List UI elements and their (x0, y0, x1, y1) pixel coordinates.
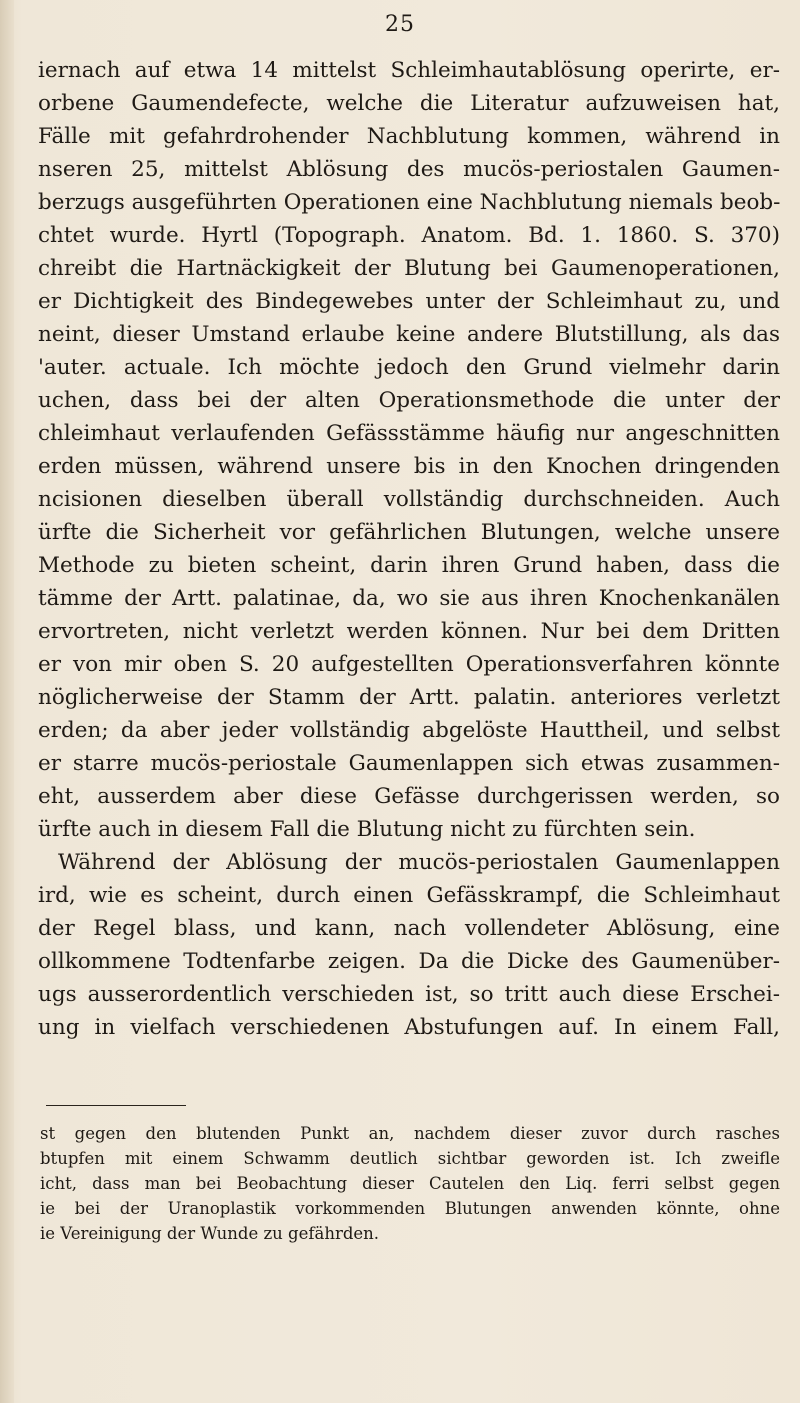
footnote-divider (46, 1105, 186, 1106)
page-number: 25 (385, 12, 415, 37)
text-line: orbene Gaumendefecte, welche die Literatur aufzuweisen hat, (38, 91, 780, 116)
text-line: tämme der Artt. palatinae, da, wo sie aus ihren Knochenkanälen (38, 586, 780, 611)
text-line: uchen, dass bei der alten Operationsmethode die unter der (38, 388, 780, 413)
text-line: chleimhaut verlaufenden Gefässstämme häufig nur angeschnitten (38, 421, 780, 446)
text-line: berzugs ausgeführten Operationen eine Nachblutung niemals beob- (38, 190, 780, 215)
text-line: ird, wie es scheint, durch einen Gefässkrampf, die Schleimhaut (38, 883, 780, 908)
text-line: eht, ausserdem aber diese Gefässe durchgerissen werden, so (38, 784, 780, 809)
text-line: 'auter. actuale. Ich möchte jedoch den Grund vielmehr darin (38, 355, 780, 380)
text-line: ürfte die Sicherheit vor gefährlichen Blutungen, welche unsere (38, 520, 780, 545)
footnote-line: btupfen mit einem Schwamm deutlich sichtbar geworden ist. Ich zweifle (40, 1149, 780, 1168)
text-line: Methode zu bieten scheint, darin ihren Grund haben, dass die (38, 553, 780, 578)
text-line: nöglicherweise der Stamm der Artt. palatin. anteriores verletzt (38, 685, 780, 710)
text-line: der Regel blass, und kann, nach vollendeter Ablösung, eine (38, 916, 780, 941)
binding-edge (0, 0, 14, 1403)
footnote-line: st gegen den blutenden Punkt an, nachdem dieser zuvor durch rasches (40, 1124, 780, 1143)
text-line: chtet wurde. Hyrtl (Topograph. Anatom. Bd. 1. 1860. S. 370) (38, 223, 780, 248)
text-line: ncisionen dieselben überall vollständig durchschneiden. Auch (38, 487, 780, 512)
footnote-line: ie Vereinigung der Wunde zu gefährden. (40, 1224, 380, 1243)
text-line: erden müssen, während unsere bis in den Knochen dringenden (38, 454, 780, 479)
main-text (38, 54, 780, 1044)
text-line: ollkommene Todtenfarbe zeigen. Da die Dicke des Gaumenüber- (38, 949, 780, 974)
text-line: er Dichtigkeit des Bindegewebes unter der Schleimhaut zu, und (38, 289, 780, 314)
text-line: ervortreten, nicht verletzt werden können. Nur bei dem Dritten (38, 619, 780, 644)
text-line: Während der Ablösung der mucös-periostalen Gaumenlappen (58, 850, 780, 875)
text-line: chreibt die Hartnäckigkeit der Blutung bei Gaumenoperationen, (38, 256, 780, 281)
footnotes (40, 1121, 780, 1246)
text-line: erden; da aber jeder vollständig abgelöste Hauttheil, und selbst (38, 718, 780, 743)
footnote-line: icht, dass man bei Beobachtung dieser Cautelen den Liq. ferri selbst gegen (40, 1174, 780, 1193)
footnote-line: ie bei der Uranoplastik vorkommenden Blutungen anwenden könnte, ohne (40, 1199, 780, 1218)
text-line: ung in vielfach verschiedenen Abstufungen auf. In einem Fall, (38, 1015, 780, 1040)
text-line: er starre mucös-periostale Gaumenlappen sich etwas zusammen- (38, 751, 780, 776)
text-line: iernach auf etwa 14 mittelst Schleimhautablösung operirte, er- (38, 58, 780, 83)
text-line: Fälle mit gefahrdrohender Nachblutung kommen, während in (38, 124, 780, 149)
text-line: nseren 25, mittelst Ablösung des mucös-periostalen Gaumen- (38, 157, 780, 182)
text-line: ugs ausserordentlich verschieden ist, so tritt auch diese Erschei- (38, 982, 780, 1007)
text-line: ürfte auch in diesem Fall die Blutung nicht zu fürchten sein. (38, 817, 696, 842)
text-line: er von mir oben S. 20 aufgestellten Operationsverfahren könnte (38, 652, 780, 677)
text-line: neint, dieser Umstand erlaube keine andere Blutstillung, als das (38, 322, 780, 347)
